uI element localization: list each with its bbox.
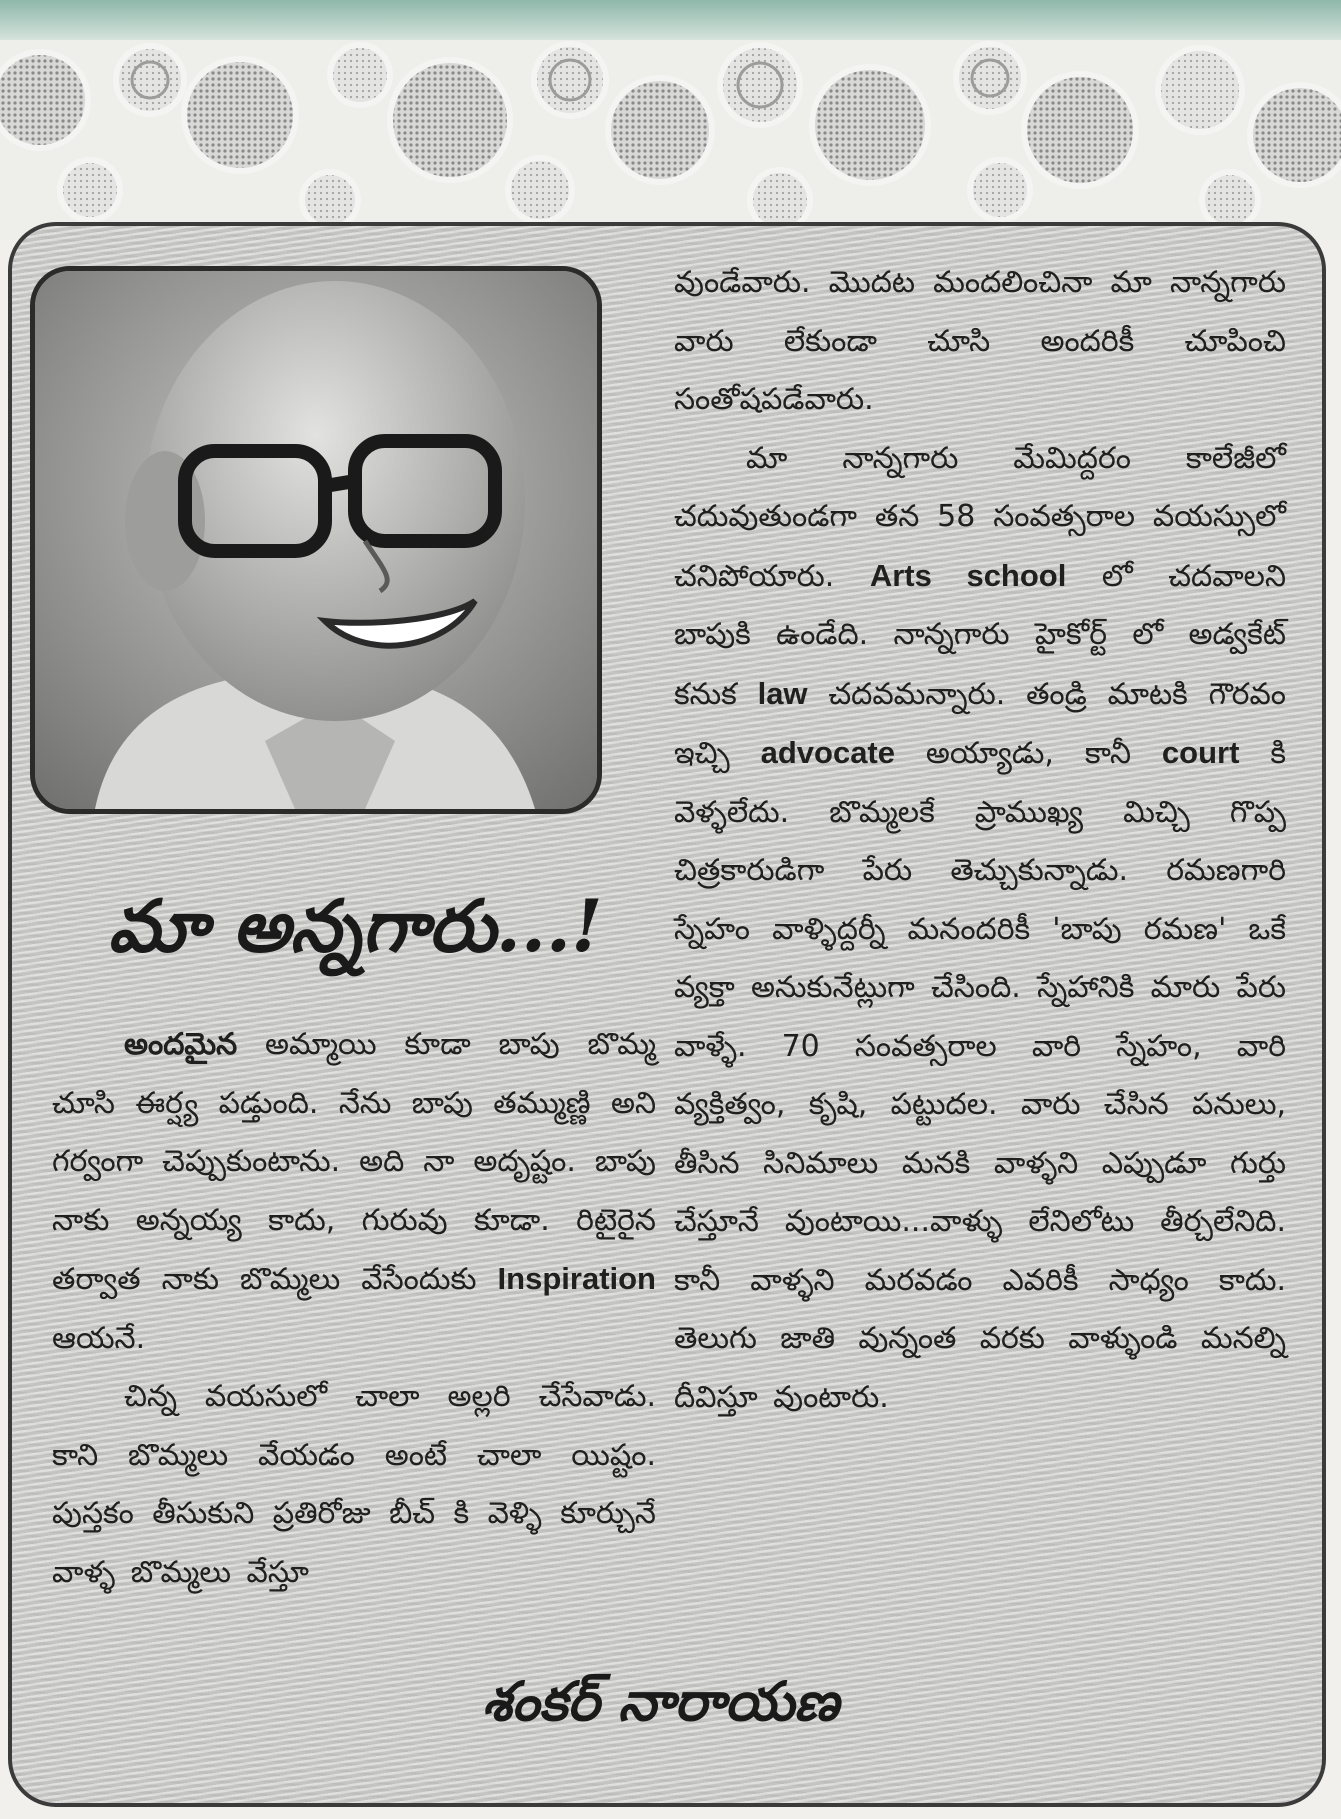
- left-paragraph-2: చిన్న వయసులో చాలా అల్లరి చేసేవాడు. కాని బొమ్మలు వేయడం అంటే చాలా యిష్టం. పుస్తకం తీసుకుని ప్రతిరోజు బీచ్ కి వెళ్ళి కూర్చునే వాళ్ళ బొమ్మలు వేస్తూ: [52, 1379, 656, 1590]
- paragraph-text: చదవమన్నారు. తండ్రి మాటకి గౌరవం ఇచ్చి: [674, 676, 1286, 771]
- article-card: [8, 222, 1326, 1807]
- right-paragraph-2: [674, 430, 1286, 1428]
- lead-word: అందమైన: [124, 1027, 238, 1062]
- paragraph-text: మా నాన్నగారు మేమిద్దరం కాలేజీలో చదువుతుండగా తన 58 సంవత్సరాల వయస్సులో చనిపోయారు.: [674, 440, 1286, 594]
- paragraph-text: అమ్మాయి కూడా బాపు బొమ్మ చూసి ఈర్ష్య పడ్తుంది. నేను బాపు తమ్ముణ్ణి అని గర్వంగా చెప్పుకుంటాను. అది నా అదృష్టం. బాపు నాకు అన్నయ్య కాదు, గురువు కూడా. రిటైరైన తర్వాత నాకు బొమ్మలు వేసేందుకు: [52, 1027, 656, 1297]
- decorative-circle-pattern: [0, 40, 1341, 240]
- english-word: advocate: [760, 735, 895, 770]
- english-word: Inspiration: [497, 1261, 656, 1296]
- english-word: Arts school: [869, 557, 1067, 593]
- headline: మా అన్నగారు...!: [108, 883, 603, 968]
- paragraph-text: ఆయనే.: [52, 1320, 146, 1356]
- author-signature: శంకర్ నారాయణ: [482, 1669, 839, 1733]
- portrait-illustration: [35, 271, 597, 809]
- english-word: court: [1161, 735, 1240, 770]
- right-paragraph-1: వుండేవారు. మొదట మందలించినా మా నాన్నగారు వారు లేకుండా చూసి అందరికీ చూపించి సంతోషపడేవారు.: [674, 265, 1286, 417]
- english-word: law: [757, 675, 808, 711]
- paragraph-text: కి వెళ్ళలేదు. బొమ్మలకే ప్రాముఖ్య మిచ్చి గొప్ప చిత్రకారుడిగా పేరు తెచ్చుకున్నాడు. రమణగారి స్నేహం వాళ్ళిద్దర్నీ మనందరికీ 'బాపు రమణ' ఒకే వ్యక్తా అనుకునేట్లుగా చేసింది. స్నేహానికి మారు పేరు వాళ్ళే. 70 సంవత్సరాల వారి స్నేహం, వారి వ్యక్తిత్వం, కృషి, పట్టుదల. వారు చేసిన పనులు, తీసిన సినిమాలు మనకి వాళ్ళని ఎప్పుడూ గుర్తు చేస్తూనే వుంటాయి...వాళ్ళు లేనిలోటు తీర్చలేనిది. కానీ వాళ్ళని మరవడం ఎవరికీ సాధ్యం కాదు. తెలుగు జాతి వున్నంత వరకు వాళ్ళుండి మనల్ని దీవిస్తూ వుంటారు.: [674, 736, 1286, 1415]
- right-column: [674, 254, 1286, 1427]
- paragraph-text: అయ్యాడు, కానీ: [895, 736, 1162, 771]
- portrait-photo: [30, 266, 602, 814]
- left-paragraph-1: [52, 1016, 656, 1368]
- left-column: [52, 1016, 656, 1602]
- paragraph-text: లో చదవాలని బాపుకి ఉండేది. నాన్నగారు హైకోర్ట్ లో అడ్వకేట్ కనుక: [674, 558, 1287, 712]
